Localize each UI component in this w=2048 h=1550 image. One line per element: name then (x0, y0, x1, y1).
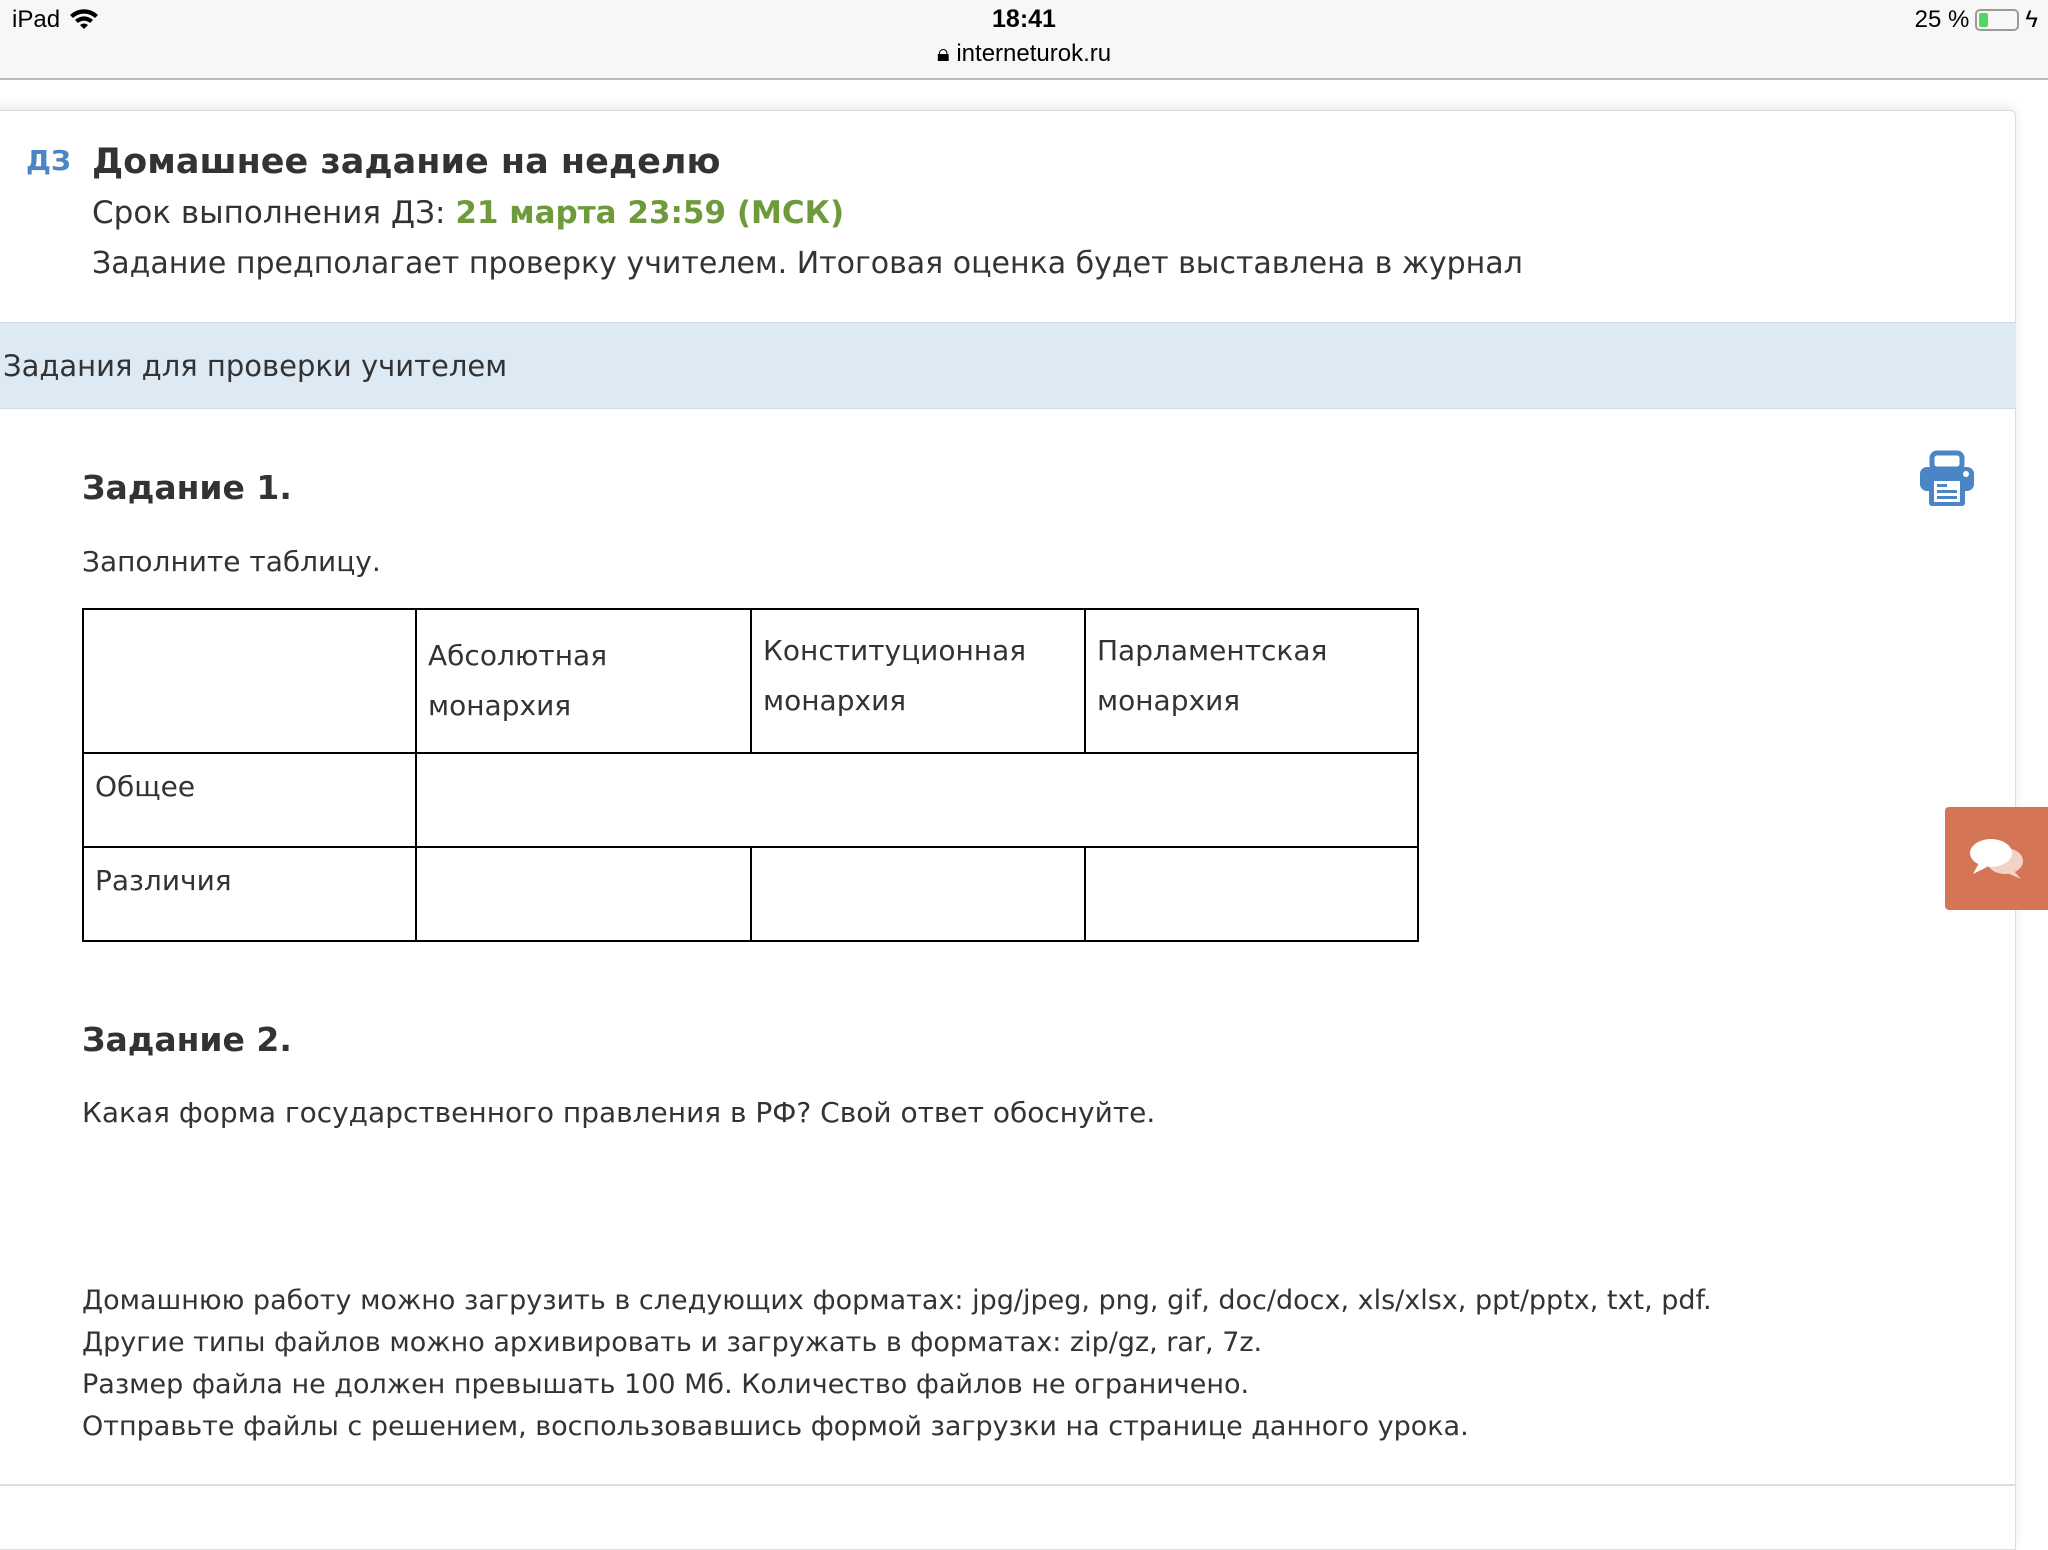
upload-info-line: Отправьте файлы с решением, воспользовавшись формой загрузки на странице данного урока. (82, 1411, 1469, 1442)
upload-info (82, 1280, 1712, 1448)
address-bar[interactable] (0, 40, 2048, 68)
upload-info-line: Размер файла не должен превышать 100 Мб. Количество файлов не ограничено. (82, 1369, 1250, 1400)
table-cell (416, 753, 1418, 847)
charging-icon: ϟ (2025, 6, 2038, 33)
clock: 18:41 (992, 5, 1056, 33)
task2-title: Задание 2. (82, 1020, 292, 1059)
task1-title: Задание 1. (82, 468, 292, 507)
task2-question: Какая форма государственного правления в РФ? Свой ответ обоснуйте. (82, 1096, 1156, 1129)
table-cell (751, 847, 1085, 941)
upload-info-line: Домашнюю работу можно загрузить в следующих форматах: jpg/jpeg, png, gif, doc/docx, xls/xlsx, ppt/pptx, txt, pdf. (82, 1285, 1712, 1316)
divider (0, 1484, 2016, 1486)
chat-button[interactable] (1945, 807, 2048, 910)
table-cell (1085, 847, 1418, 941)
task1-instruction: Заполните таблицу. (82, 545, 381, 578)
section-header: Задания для проверки учителем (0, 322, 2016, 409)
homework-badge: ДЗ (26, 144, 71, 177)
table-header-cell: Конституционная монархия (751, 609, 1085, 753)
table-header-cell: Абсолютная монархия (416, 609, 751, 753)
homework-description: Задание предполагает проверку учителем. Итоговая оценка будет выставлена в журнал (92, 246, 1523, 281)
table-header-cell: Парламентская монархия (1085, 609, 1418, 753)
device-name: iPad (12, 6, 61, 33)
lock-icon: 🔒︎ (936, 40, 950, 67)
battery-icon (1975, 9, 2019, 31)
chat-icon (1969, 837, 2025, 881)
print-icon[interactable] (1920, 450, 1974, 508)
url-text: interneturok.ru (956, 40, 1112, 67)
upload-info-line: Другие типы файлов можно архивировать и загружать в форматах: zip/gz, rar, 7z. (82, 1327, 1263, 1358)
monarchy-table (82, 608, 1419, 942)
status-bar (0, 0, 2048, 80)
deadline-label: Срок выполнения ДЗ: (92, 195, 456, 231)
table-row-label: Общее (83, 753, 416, 847)
deadline (92, 195, 844, 231)
table-cell (416, 847, 751, 941)
table-row-label: Различия (83, 847, 416, 941)
deadline-value: 21 марта 23:59 (МСК) (455, 195, 845, 231)
homework-title: Домашнее задание на неделю (92, 142, 721, 182)
table-header-cell (83, 609, 416, 753)
battery-percent: 25 % (1914, 6, 1970, 33)
